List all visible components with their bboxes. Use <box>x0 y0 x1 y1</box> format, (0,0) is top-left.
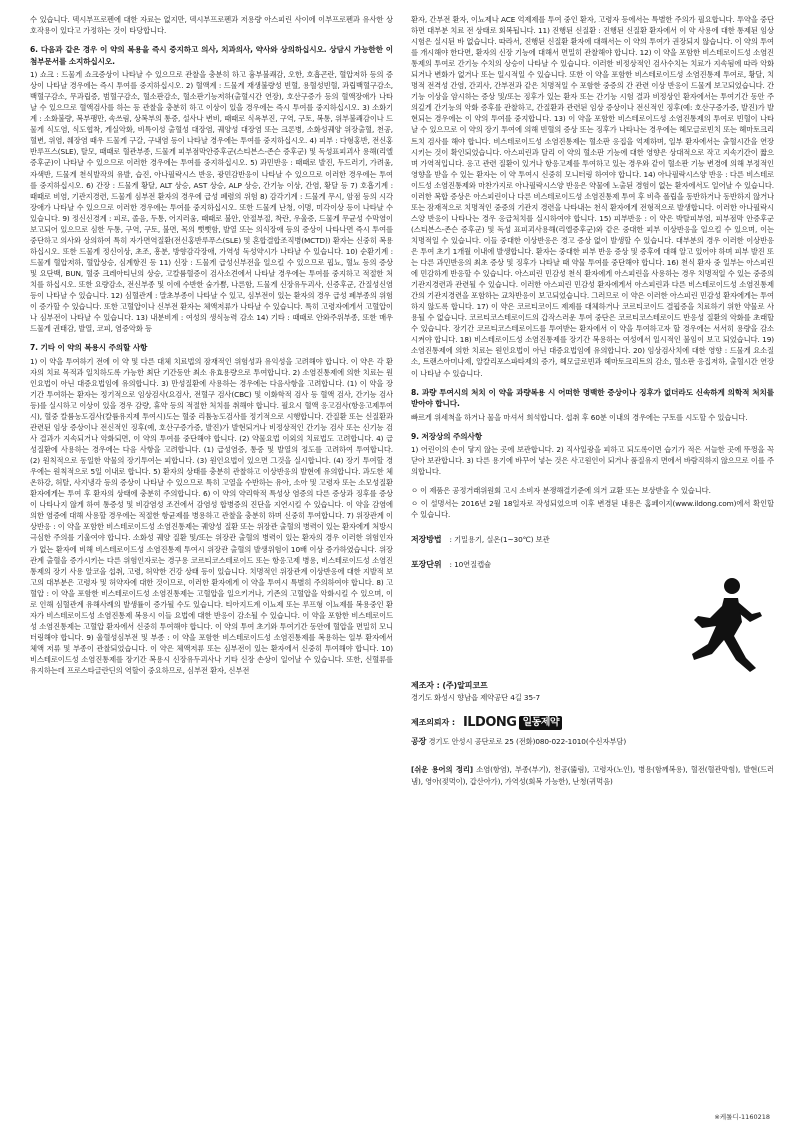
section-7-body: 1) 이 약을 투여하기 전에 이 약 및 다른 대체 치료법의 잠재적인 위험성과 유익성을 고려해야 합니다. 이 약은 각 환자의 치료 목적과 일치하도록 가능한 최단 기간동안 최소 유효용량으로 투여합니다. 2) 소염진통제에 의한 치료는 원인요법이 아닌 대증요법임에 유의합니다. 3) 만성질환에 사용하는 경우에는 다음사항을 고려합니다. (1) 이 약을 장기간 투여하는 환자는 정기적으로 임상검사(요검사, 전혈구 검사(CBC) 및 이화학적 검사 등 혈액 검사, 간기능 검사 등)를 실시하고 이상이 있을 경우 감량, 휴약 등의 적절한 처치를 취해야 합니다. 필요시 혈액 응고검사(항응고제투여시), 혈중 칼륨농도검사(칼륨유지제 투여시)도는 혈중 리튬농도검사를 정기적으로 시행합니다. 간질환 또는 신질환과 관련된 임상 증상이나 전신적인 징후(예, 호산구증가증, 발진)가 발현되거나 비정상적인 간기능 검사 또는 신기능 검사 결과가 지속되거나 악화되면, 이 약의 투여를 중단해야 합니다. (2) 약물요법 이외의 치료법도 고려합니다. 4) 급성질환에 사용하는 경우에는 다음 사항을 고려합니다. (1) 급성염증, 통증 및 발열의 정도를 고려하여 투여합니다. (2) 원칙적으로 동일한 약물의 장기투여는 피합니다. (3) 원인요법이 있으면 그것을 실시합니다. (4) 장기 투여할 경우에는 원칙적으로 5일 이내로 합니다. 5) 환자의 상태를 충분히 관찰하고 이상반응의 발현에 유의합니다. 과도한 체온하강, 허탈, 사지냉각 등의 증상이 나타날 수 있으므로 특히 고열을 수반하는 유아, 소아 및 고령자 또는 소모성질환 환자에게는 투여 후 환자의 상태에 충분히 주의합니다. 6) 이 약의 약리학적 특성상 염증의 다른 증상과 징후를 증상이 나타나지 않게 하여 통증성 및 비감염성 조건에서 감염성 합병증의 진단을 지연시킬 수 있습니다. 이 약을 감염에 의한 염증에 대해 사용할 경우에는 적절한 항균제를 병용하고 관찰을 충분히 하며 신중히 투여합니다. 7) 위장관계 이상반응 : 이 약을 포함한 비스테로이드성 소염진통제는 궤양성 질환 또는 위장관 출혈의 병력이 있는 환자에게 처방시 극심한 주의를 기울여야 합니다. 소화성 궤양 질환 및/또는 위장관 출혈의 병력이 있는 환자의 경우 이러한 위험인자가 없는 환자에 비해 비스테로이드성 소염진통제 투여시 위장관 출혈의 발생위험이 10배 이상 증가하였습니다. 위장관계 출혈을 증가시키는 다른 위험인자로는 경구용 코르티코스테로이드 또는 항응고제 병용, 비스테로이드성 소염진통제의 장기 사용 알코올 섭취, 고령, 허약한 건강 상태 등이 있습니다. 치명적인 위장관계 이상반응에 대한 지발적 보고의 대부분은 고령자 및 허약자에 대한 것이므로, 이러한 환자에게 이 약을 투여시 특별히 주의하여야 합니다. 8) 고혈압 : 이 약을 포함한 비스테로이드성 소염진통제는 고혈압을 일으키거나, 기존의 고혈압을 악화시킬 수 있으며, 이로 인해 심혈관계 유해사례의 발생률이 증가될 수도 있습니다. 티아지드계 이뇨제 또는 루프형 이뇨제를 복용중인 환자가 비스테로이드성 소염진통제 복용시 이들 요법에 대한 반응이 감소될 수 있습니다. 이 약을 포함한 비스테로이드성 소염진통제는 고혈압 환자에서 신중히 투여해야 합니다. 이 약의 투여 초기와 투여기간 동안에 혈압을 면밀히 모니터링해야 합니다. 9) 울혈성심부전 및 부종 : 이 약을 포함한 비스테로이드성 소염진통제를 복용하는 일부 환자에서 체액 저류 및 부종이 관찰되었습니다. 이 약은 체액저류 또는 심부전이 있는 환자에서 신중히 투여해야 합니다. 10) 비스테로이드성 소염진통제를 장기간 복용시 신장유두괴사나 기타 신장 손상이 일어날 수 있습니다. 또한, 신혈류를 유지하는데 프로스타글란딘의 역할이 중요하므로, 심부전 환자, 신부전 <box>30 356 393 676</box>
storage-label: 저장방법 <box>411 535 442 545</box>
pack-row <box>411 559 774 570</box>
section-7-title: 7. 기타 이 약의 복용시 주의할 사항 <box>30 343 148 353</box>
factory-label: 공장 <box>411 737 427 747</box>
manufacturer-label: 제조자 : (주)알피코프 <box>411 681 488 691</box>
factory-row <box>411 736 774 748</box>
pack-value: : 10연질캡슐 <box>449 560 491 570</box>
revision-note: ㅇ 이 설명서는 2016년 2월 18일자로 작성되었으며 이후 변경된 내용은 홈페이지(www.ildong.com)에서 확인할 수 있습니다. <box>411 499 774 520</box>
runner-icon <box>672 576 770 680</box>
factory-value: 경기도 안성시 공단로로 25 (전화)080-022-1010(수신자부담) <box>428 737 627 747</box>
pack-label: 포장단위 <box>411 560 442 570</box>
section-7-continued: 환자, 간부전 환자, 이뇨제나 ACE 억제제를 투여 중인 환자, 고령자 등에서는 특별한 주의가 필요합니다. 투약을 중단하면 대부분 치료 전 상태로 회복됩니다. 11) 진행된 신질환 : 진행된 신질환 환자에서 이 약 사용에 대한 통제된 임상 시험은 실시된 바 없습니다. 따라서, 진행된 신질환 환자에 대해서는 이 약의 투여가 권장되지 않습니다. 이 약의 투여를 개시해야 한다면, 환자의 신장 기능에 대해서 면밀히 관찰해야 합니다. 12) 이 약을 포함한 비스테로이드성 소염진통제의 투여로 간기능 수치의 상승이 나타날 수 있습니다. 이러한 비정상적인 검사수치는 치료가 지속됨에 따라 악화되거나 변화가 없거나 또는 일시적일 수 있습니다. 또한 이 약을 포함한 비스테로이드성 소염진통제 투여로, 황달, 치명적 전격성 간염, 간괴사, 간부전과 같은 치명적일 수 포함한 중증의 간 관련 이상 반응이 드물게 보고되었습니다. 간기능 이상을 암시하는 증상 및/또는 징후가 있는 환자 또는 간기능 시험 결과 비정상인 환자에서는 투여기간 동안 주의깊게 간기능의 악화 증후를 관찰하고, 간질환과 관련된 임상 증상이나 전신적인 징후(예: 호산구증가증, 발진)가 발현되는 경우에는 이 약의 투여를 중지합니다. 13) 이 약을 포함한 비스테로이드성 소염진통제의 투여로 빈혈이 나타날 수 있으므로 이 약의 장기 투여에 의해 빈혈의 증상 또는 징후가 나타나는 경우에는 헤모글로빈치 또는 헤마토크리트치 검사를 해야 합니다. 비스테로이드성 소염진통제는 혈소판 응집을 억제하며, 일부 환자에서는 출혈시간을 연장시키는 것이 확인되었습니다. 아스피린과 달리 이 약의 혈소판 기능에 대한 영향은 상대적으로 작고 지속기간이 짧으며 가역적입니다. 응고 관련 질환이 있거나 항응고제를 투여하고 있는 경우와 같이 혈소판 기능 변경에 의해 부정적인 영향을 받을 수 있는 환자는 이 약 투여시 신중히 모니터링 하여야 합니다. 14) 아나필락시스양 반응 : 다른 비스테로이드성 소염진통제와 마찬가지로 아나필락시스양 반응은 약물에 노출된 경험이 없는 환자에서도 일어날 수 있습니다. 이러한 복합 증상은 아스피린이나 다른 비스테로이드성 소염진통제 투여 후 비측 폴립을 동반하거나 동반하지 않거나 또는 잠재적으로 치명적인 중증의 기관지 경련을 나타내는 천식 환자에게 전형적으로 발생합니다. 이러한 아나필락시스양 반응이 나타나는 경우 응급처치를 실시하여야 합니다. 15) 피부반응 : 이 약은 박탈피부염, 피부점막 안증후군(스티븐스-존슨 증후군) 및 독성 표피괴사용해(리엘증후군)와 같은 중대한 피부 이상반응을 일으킬 수 있으며, 이는 치명적일 수 있습니다. 이들 중대한 이상반응은 경고 증상 없이 발생할 수 있습니다. 대부분의 경우 이러한 이상반응은 투여 초기 1개월 이내에 발생합니다. 환자는 중대한 피부 반응 증상 및 증후에 대해 알고 있어야 하며 피부 발진 또는 다른 과민반응의 최초 증상 및 징후가 나타날 때 약물 투여를 중단해야 합니다. 16) 천식 환자 중 일부는 아스피린에 민감하게 반응할 수 있습니다. 아스피린 민감성 천식 환자에게 아스피린을 사용하는 경우 치명적일 수 있는 중증의 기관지경련과 관련될 수 있습니다. 이러한 아스피린 민감성 환자에게서 아스피린과 다른 비스테로이드성 소염진통제 간의 기관지경련을 포함하는 교차반응이 보고되었습니다. 그러므로 이 약은 이러한 아스피린 민감성 환자에게는 투여하지 않도록 합니다. 17) 이 약은 코르티코이드 제제를 대체하거나 코르티코이드 결핍증을 치료하기 위한 약물로 사용될 수 없습니다. 코르티코스테로이드의 갑작스러운 투여 중단은 코르티코스테로이드 반응성 질환의 악화를 초래할 수 있습니다. 장기간 코르티코스테로이드를 투여받는 환자에서 이 약을 투여하고자 할 경우에는 서서히 용량을 감소시켜야 합니다. 18) 비스테로이드성 소염진통제를 장기간 복용하는 여성에서 일시적인 불임이 보고 되었습니다. 19) 소염진통제에 의한 치료는 원인요법이 아닌 대증요법임에 유의합니다. 20) 임상검사치에 대한 영향 : 드물게 요소질소, 트랜스아미나제, 알칼리포스파타제의 증가, 헤모글로빈과 헤마토크리트의 감소, 혈소판 응집저하, 출혈시간 연장이 나타날 수 있습니다. <box>411 15 774 378</box>
section-9-title: 9. 저장상의 주의사항 <box>411 431 482 441</box>
runner-graphic-area <box>411 576 774 680</box>
section-8-body: 빠르게 위세척을 하거나 물을 마셔서 희석합니다. 섭취 후 60분 이내의 경우에는 구토를 시도할 수 있습니다. <box>411 412 748 422</box>
brand-en: ILDONG <box>462 715 517 731</box>
seller-label: 제조의뢰자 : <box>411 718 455 728</box>
section-8-title: 8. 과량 투여시의 처치 이 약을 과량복용 시 어떠한 명백한 증상이나 징후가 없더라도 신속하게 의학적 처치를 받아야 합니다. <box>411 387 774 409</box>
exchange-note: ㅇ 이 제품은 공정거래위원회 고시 소비자 분쟁해결기준에 의거 교환 또는 보상받을 수 있습니다. <box>411 486 711 496</box>
right-column <box>411 14 774 1099</box>
intro-paragraph: 수 있습니다. 덱시부프로펜에 대한 자료는 없지만, 덱시부프로펜과 저용량 아스피린 사이에 이부프로펜과 유사한 상호작용이 있다고 가정하는 것이 타당합니다. <box>30 15 393 36</box>
left-column <box>30 14 393 1099</box>
section-6-title: 6. 다음과 같은 경우 이 약의 복용을 즉시 중지하고 의사, 치과의사, 약사와 상의하십시오. 상담시 가능한한 이 첨부문서를 소지하십시오. <box>30 45 393 66</box>
storage-row <box>411 534 774 545</box>
document-code: ※케톨디-1160218 <box>714 1113 770 1121</box>
manufacturer-address: 경기도 화성시 향남읍 제약공단 4길 35-7 <box>411 693 541 703</box>
manufacturer-block <box>411 680 774 748</box>
storage-value: : 기밀용기, 실온(1~30℃) 보관 <box>449 535 550 545</box>
leaflet <box>30 14 774 1099</box>
brand-ko: 일동제약 <box>519 716 562 730</box>
glossary <box>411 764 774 787</box>
glossary-value: 소염(항염), 부종(부기), 천공(뚫림), 고령자(노인), 병용(함께복용), 혈전(혈관막힘), 발현(드러냄), 영아(젖먹이), 갑산아가), 가역성(회복 가능한), 난청(귀먹음) <box>411 765 774 786</box>
section-6-body: 1) 쇼크 : 드물게 쇼크증상이 나타날 수 있으므로 관찰을 충분히 하고 흉부불쾌감, 오한, 호흡곤란, 혈압저하 등의 증상이 나타날 경우에는 즉시 투여를 중지하십시오. 2) 혈액계 : 드물게 재생불량성 빈혈, 용혈성빈혈, 과립백혈구감소, 백혈구감소, 무과립증, 범혈구감소, 혈소판감소, 혈소판기능저하(출혈시간 연장), 호산구증가 등의 혈액장애가 나타날 수 있으므로 혈액검사를 하는 등 관찰을 충분히 하고 이상이 있을 경우에는 즉시 투여를 중지하십시오. 3) 소화기계 : 소화불량, 복부팽만, 속쓰림, 상복부의 통증, 설사나 변비, 때때로 식욕부진, 구역, 구토, 복통, 위부불쾌감이나 드물게 식도염, 식도협착, 게실악화, 비특이성 출혈성 대장염, 궤양성 대장염 또는 크론병, 소화성궤양 위장출혈, 천공, 혈변, 위염, 췌장염 때우 드물게 구갈, 구내염 등이 나타날 경우에는 투여를 중지하십시오. 4) 피부 : 다형홍반, 전신홍반루프스(SLE), 탈모, 때때로 혈관부종, 드물게 피부점막안증후군(스티븐스-존슨 증후군) 및 독성표피괴사 용해(리엘증후군)이 나타날 수 있으므로 이러한 경우에는 투여를 중지하십시오. 5) 과민반응 : 때때로 발진, 두드러기, 가려움, 자색반, 드물게 천식발작의 유발, 습진, 아나필락시스 반응, 광민감반응이 나타날 수 있으므로 이러한 경우에는 투여를 중지하십시오. 6) 간장 : 드물게 황달, ALT 상승, AST 상승, ALP 상승, 간기능 이상, 간염, 황달 등 7) 호흡기계 : 때때로 비염, 기관지경련, 드물게 심부전 환자의 경우에 급성 폐렴의 위험 8) 감각기계 : 드물게 무시, 암점 등의 시각장애가 나타날 수 있으므로 이러한 경우에는 투여를 중지하십시오. 또한 드물게 난청, 이명, 미각이상 등이 나타날 수 있습니다. 9) 정신신경계 : 피로, 졸음, 두통, 어지러움, 때때로 불안, 안절부절, 착란, 우울증, 드물게 무균성 수막염이 보고되어 있으므로 심한 두통, 구역, 구토, 불면, 목의 뻣뻣함, 발열 또는 의식장애 등의 증상이 나타나면 즉시 투여를 중단하고 의사와 상의하여 특히 자가면역질환(전신홍반루푸스(SLE) 및 혼합결합조직병(MCTD)) 환자는 신중히 복용하십시오. 또한 드물게 정신이상, 초조, 흥분, 방향감각장애, 가역성 독성약시가 나타날 수 있습니다. 10) 순환기계 : 드물게 혈압저하, 혈압상승, 심계항진 등 11) 신장 : 드물게 급성신부전을 일으킬 수 있으므로 핍뇨, 혈뇨 등의 증상 및 요단백, BUN, 혈중 크레아티닌의 상승, 고칼륨혈증이 검사소견에서 나타날 경우에는 투여를 중지하고 적절한 처치를 하십시오. 또한 요량감소, 전신부종 및 이에 수반한 숨가쁨, 나른함, 드물게 신장유두괴사, 신증후군, 간질성신염 등이 나타날 수 있습니다. 12) 심혈관계 : 말초부종이 나타날 수 있고, 심부전이 있는 환자의 경우 급성 폐부종의 위험이 증가할 수 있습니다. 또한 고혈압이나 신부전 환자는 체액저류가 나타날 수 있습니다. 특히 고령자에게서 고혈압이나 심부전이 나타날 수 있습니다. 13) 내분비계 : 여성의 생식능력 감소 14) 기타 : 때때로 안와주위부종, 또한 매우 드물게 권태감, 발열, 코피, 염증악화 등 <box>30 70 393 334</box>
seller-row <box>411 716 774 730</box>
section-9-body: 1) 어린이의 손이 닿지 않는 곳에 보관합니다. 2) 직사일광을 피하고 되도록이면 습기가 적은 서늘한 곳에 뚜껑을 꼭 닫아 보관합니다. 3) 다른 용기에 바꾸어 넣는 것은 사고원인이 되거나 품질유지 면에서 바람직하지 않으므로 이를 주의합니다. <box>411 445 774 477</box>
glossary-label: [쉬운 용어의 정리] <box>411 765 474 775</box>
ildong-logo <box>463 716 562 730</box>
